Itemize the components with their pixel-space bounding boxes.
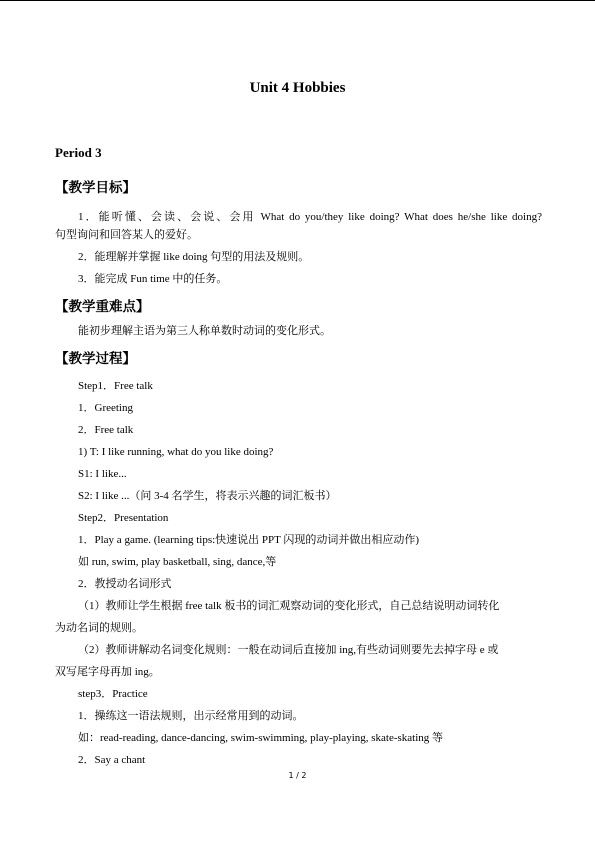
period-label: Period 3 bbox=[55, 145, 102, 160]
objective-line-2: 2．能理解并掌握 like doing 句型的用法及规则。 bbox=[78, 251, 310, 263]
page-number: 1 / 2 bbox=[288, 771, 307, 780]
objective-line-1-cont: 句型询问和回答某人的爱好。 bbox=[55, 229, 198, 241]
key-point-line-1: 能初步理解主语为第三人称单数时动词的变化形式。 bbox=[78, 325, 331, 337]
process-line: 为动名词的规则。 bbox=[55, 622, 143, 634]
document-title: Unit 4 Hobbies bbox=[249, 80, 346, 96]
process-line: S2: I like ...（问 3-4 名学生，将表示兴趣的词汇板书） bbox=[78, 490, 337, 502]
process-line: Step2．Presentation bbox=[78, 512, 169, 524]
process-line: S1: I like... bbox=[78, 468, 127, 480]
section-heading-objectives: 【教学目标】 bbox=[55, 180, 136, 196]
process-line: （2）教师讲解动名词变化规则：一般在动词后直接加 ing,有些动词则要先去掉字母 e 或 bbox=[78, 644, 499, 656]
section-heading-key-points: 【教学重难点】 bbox=[55, 299, 150, 315]
process-line: （1）教师让学生根据 free talk 板书的词汇观察动词的变化形式，自己总结说明动词转化 bbox=[78, 600, 500, 612]
process-line: 1．Play a game. (learning tips:快速说出 PPT 闪现的动词并做出相应动作) bbox=[78, 534, 420, 546]
process-line: step3．Practice bbox=[78, 688, 148, 700]
process-line: 1) T: I like running, what do you like doing? bbox=[78, 446, 274, 458]
section-heading-process: 【教学过程】 bbox=[55, 351, 136, 367]
process-line: 2．Free talk bbox=[78, 424, 134, 436]
process-line: Step1．Free talk bbox=[78, 380, 153, 392]
process-line: 双写尾字母再加 ing。 bbox=[55, 666, 160, 678]
process-line: 如：read-reading, dance-dancing, swim-swimming, play-playing, skate-skating 等 bbox=[78, 732, 444, 744]
process-line: 1．Greeting bbox=[78, 402, 133, 414]
objective-line-1: 1．能听懂、会读、会说、会用 What do you/they like doing? What does he/she like doing? bbox=[78, 211, 542, 223]
process-line: 1．操练这一语法规则，出示经常用到的动词。 bbox=[78, 710, 304, 722]
objective-line-3: 3．能完成 Fun time 中的任务。 bbox=[78, 273, 228, 285]
process-line: 2．教授动名词形式 bbox=[78, 578, 172, 590]
process-line: 2．Say a chant bbox=[78, 754, 146, 766]
process-line: 如 run, swim, play basketball, sing, dance,等 bbox=[78, 556, 277, 568]
page-top-rule bbox=[0, 0, 595, 1]
